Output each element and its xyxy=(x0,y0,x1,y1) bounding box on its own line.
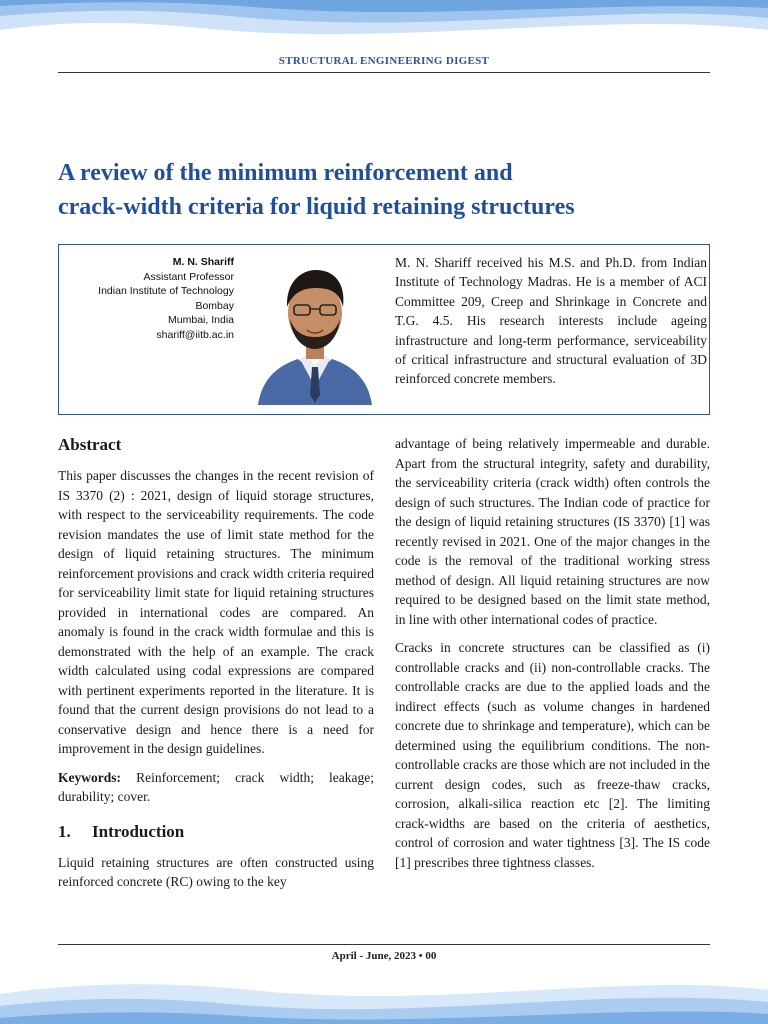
author-photo xyxy=(254,255,376,405)
keywords-label: Keywords: xyxy=(58,769,121,785)
keywords xyxy=(58,768,374,807)
author-position: Assistant Professor xyxy=(143,270,234,283)
intro-paragraph-2: Cracks in concrete structures can be classified as (i) controllable cracks and (ii) non-controllable cracks. The controllable cracks are due to the applied loads and the indirect effects (such as volume changes in hardened concrete due to shrinkage and temperature), which can be determined using the equilibrium conditions. The non-controllable cracks are those which are not included in the current design codes, such as freeze-thaw cracks, corrosion, alkali-silica reaction etc [2]. The limiting crack-widths are based on the criteria of aesthetics, control of corrosion and water tightness [3]. The IS code [1] prescribes three tightness classes. xyxy=(395,640,710,870)
author-box xyxy=(58,244,710,415)
author-bio: M. N. Shariff received his M.S. and Ph.D. from Indian Institute of Technology Madras. He is a member of ACI Committee 209, Creep and Shrinkage in Concrete and T.G. 4.5. His research interests include ageing infrastructure and long-term performance, serviceability of critical infrastructure and structural evaluation of 3D reinforced concrete members. xyxy=(395,255,707,387)
author-email[interactable]: shariff@iitb.ac.in xyxy=(156,328,234,341)
author-campus: Bombay xyxy=(195,299,234,312)
footer-wave-decoration xyxy=(0,964,768,1024)
footer-rule xyxy=(58,944,710,945)
right-column xyxy=(395,434,710,881)
article-title xyxy=(58,156,698,224)
author-city: Mumbai, India xyxy=(168,314,234,326)
author-name: M. N. Shariff xyxy=(172,256,234,268)
header-wave-decoration xyxy=(0,0,768,55)
journal-name: STRUCTURAL ENGINEERING DIGEST xyxy=(278,55,490,67)
title-line-2: crack-width criteria for liquid retaining structures xyxy=(58,194,575,220)
intro-paragraph-1-start: Liquid retaining structures are often constructed using reinforced concrete (RC) owing to the key xyxy=(58,854,374,889)
intro-paragraph-1-continued: advantage of being relatively impermeable and durable. Apart from the structural integrity, safety and durability, the serviceability criteria (crack width) often controls the design of such structures. The Indian code of practice for the design of liquid retaining structures (IS 3370) [1] was recently revised in 2021. One of the major changes in the code is the removal of the traditional working stress method of design. All liquid retaining structures are now required to be designed based on the limit state method, in line with other international codes of practice. xyxy=(395,436,710,627)
section-number: 1. xyxy=(58,821,71,841)
header-rule xyxy=(58,72,710,73)
author-institution: Indian Institute of Technology xyxy=(98,285,234,297)
author-info xyxy=(59,255,234,342)
left-column xyxy=(58,434,374,901)
page-footer: April - June, 2023 • 00 xyxy=(331,950,437,962)
section-title: Introduction xyxy=(92,821,185,841)
title-line-1: A review of the minimum reinforcement and xyxy=(58,160,513,186)
abstract-text: This paper discusses the changes in the recent revision of IS 3370 (2) : 2021, design of liquid storage structures, with respect to the serviceability requirements. The code revision mandates the use of limit state method for the design of liquid retaining structures. The minimum reinforcement provisions and crack width criteria required for serviceability limit state for liquid retaining structures provided in international codes are compared. An anomaly is found in the crack width formulae and this is demonstrated with the help of an example. The crack width calculated using codal expressions are compared with pertinent experiments reported in the literature. It is found that the current design provisions do not lead to a conservative design and hence there is a need for improvement in the design guidelines. xyxy=(58,468,374,756)
abstract-heading: Abstract xyxy=(58,435,122,454)
introduction-heading xyxy=(58,821,374,843)
keywords-text: Reinforcement; crack width; leakage; durability; cover. xyxy=(58,769,374,804)
